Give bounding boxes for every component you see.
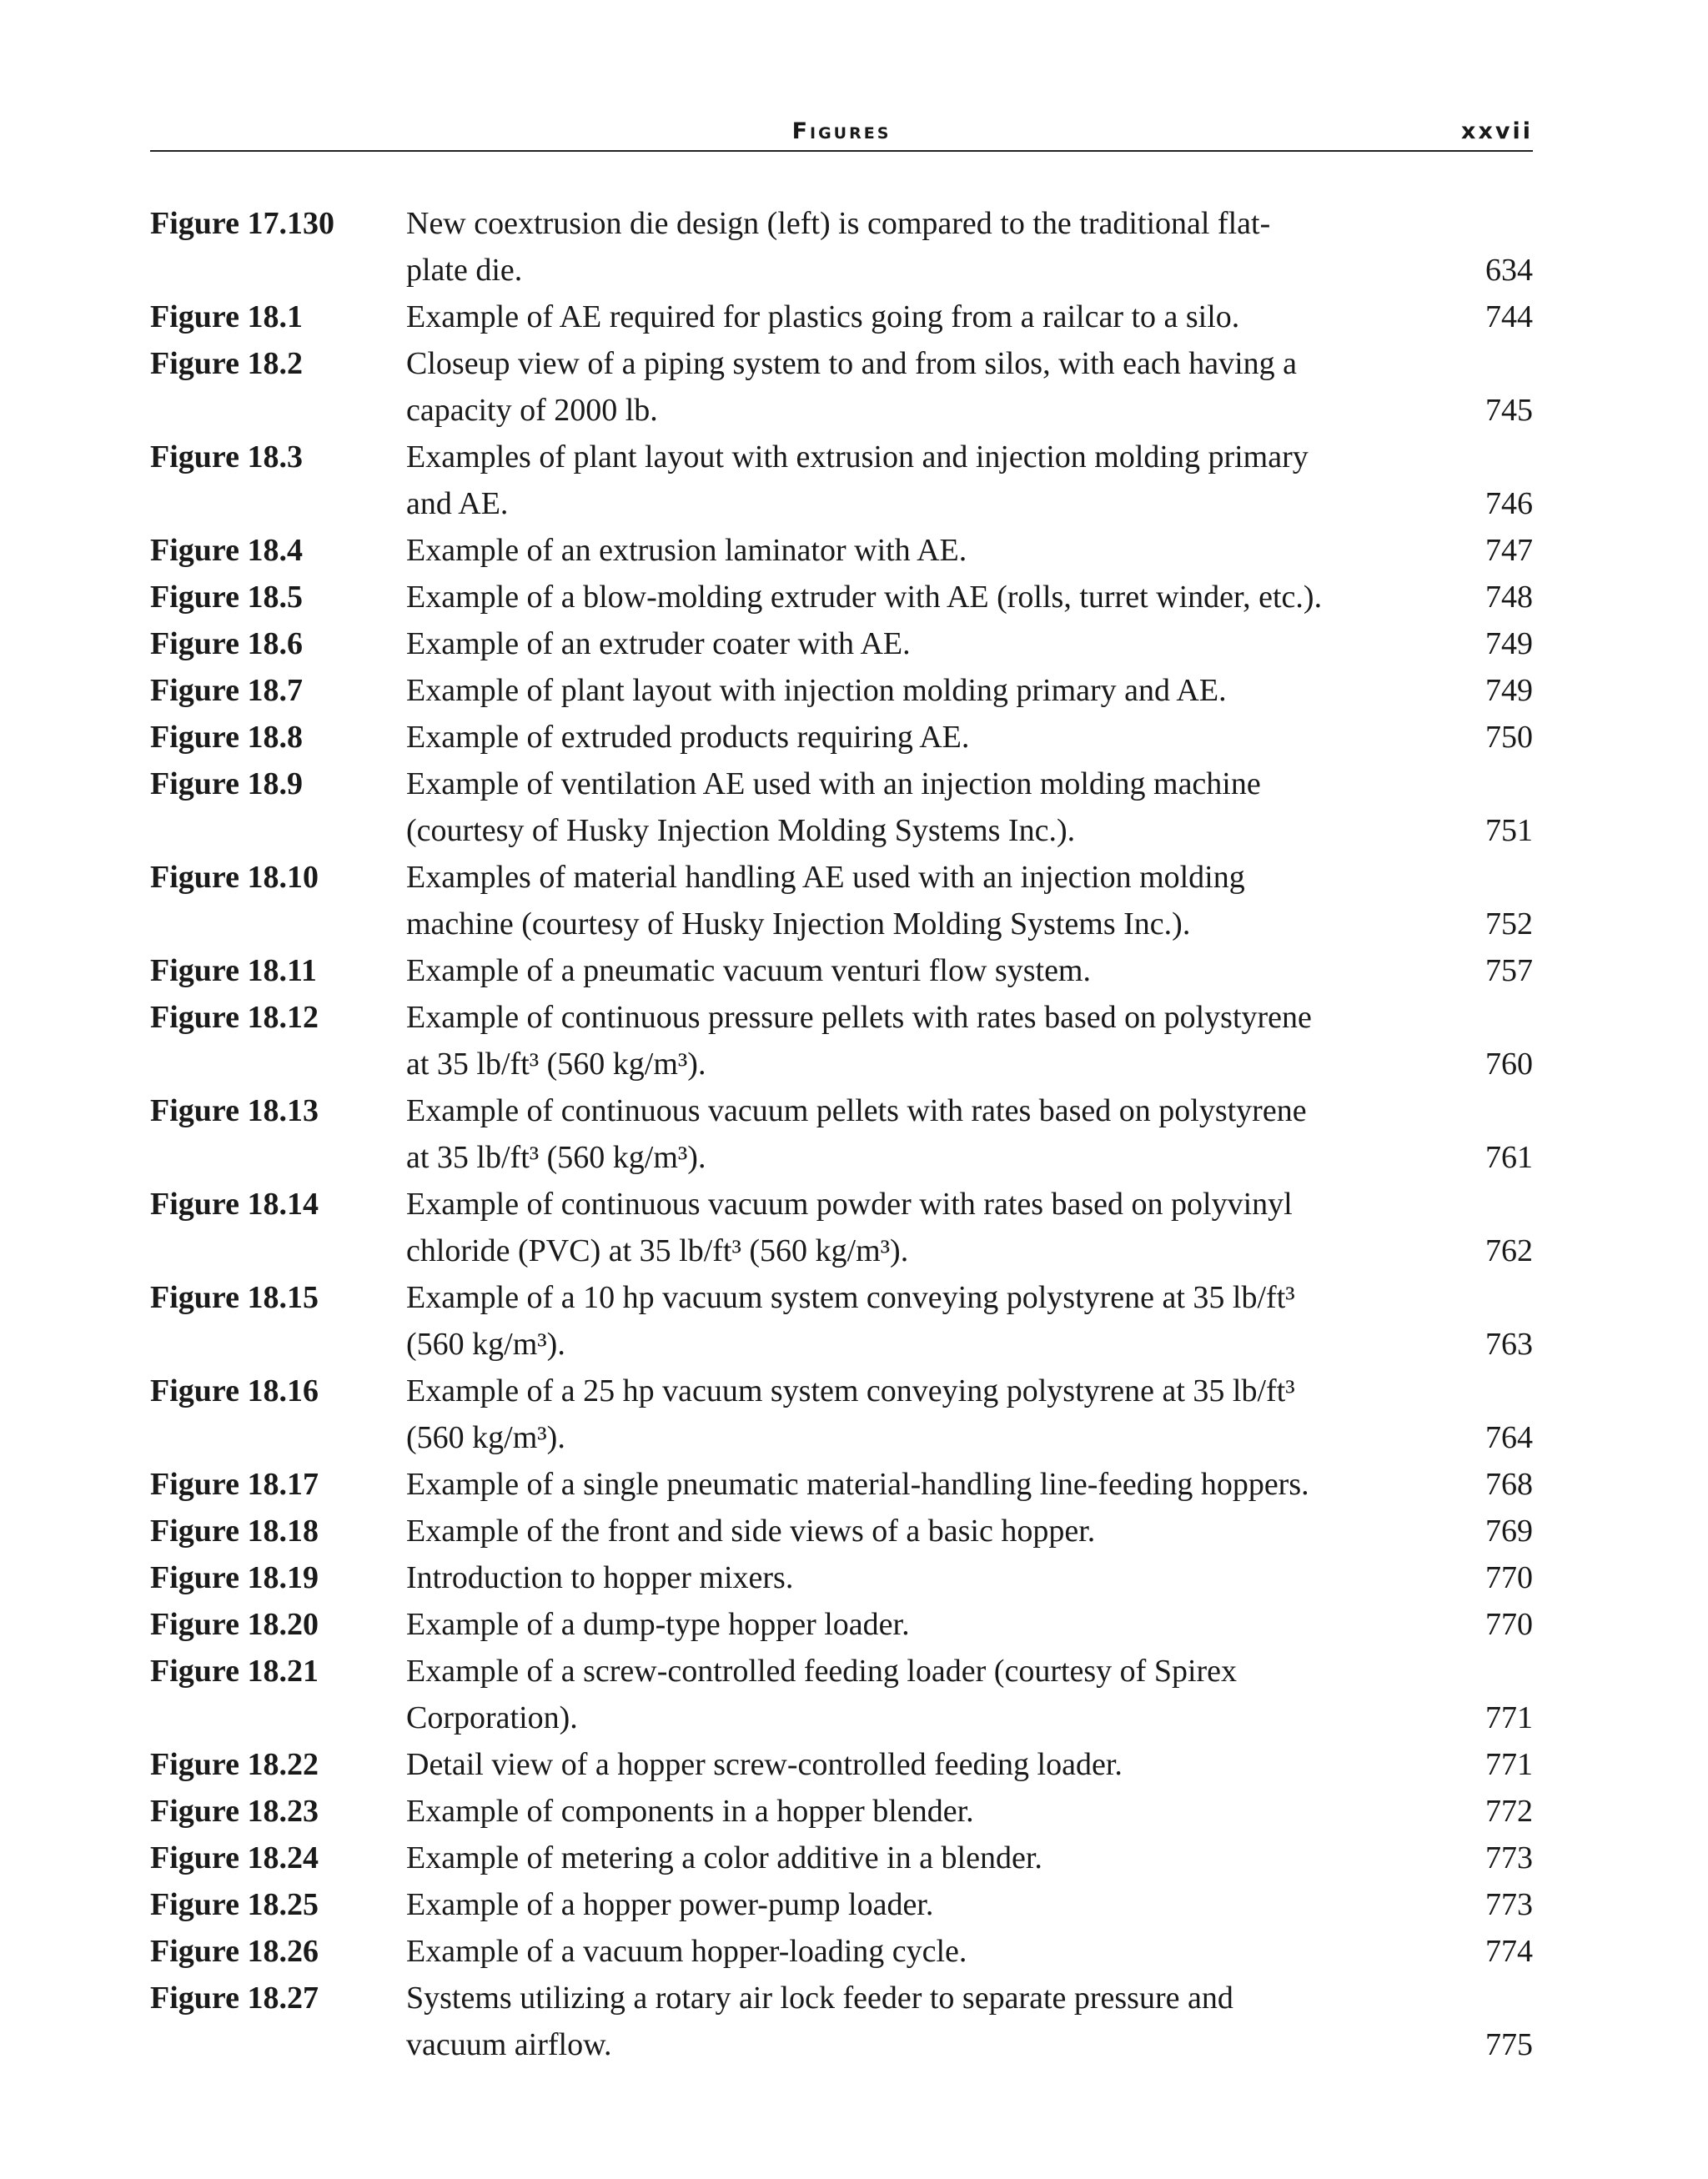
figure-caption: Example of a single pneumatic material-handling line-feeding hoppers.: [406, 1467, 1309, 1502]
list-item: [150, 340, 1533, 434]
list-item: [150, 1928, 1533, 1975]
figure-label: Figure 18.4: [150, 533, 303, 568]
list-item: [150, 527, 1533, 574]
list-item: [150, 434, 1533, 527]
list-item: [150, 1601, 1533, 1648]
figure-label: Figure 18.9: [150, 766, 303, 801]
list-item: [150, 947, 1533, 994]
page-folio: xxvii: [1461, 118, 1533, 144]
list-item: [150, 574, 1533, 620]
figure-caption: Example of continuous vacuum pellets with rates based on polystyrene at 35 lb/ft³ (560 kg/m³).: [406, 1093, 1307, 1175]
figure-caption: Detail view of a hopper screw-controlled feeding loader.: [406, 1747, 1123, 1782]
figure-caption: Example of a dump-type hopper loader.: [406, 1607, 910, 1642]
figure-label: Figure 18.22: [150, 1747, 319, 1782]
figure-caption: Example of a 25 hp vacuum system conveying polystyrene at 35 lb/ft³ (560 kg/m³).: [406, 1373, 1295, 1455]
figure-label: Figure 18.16: [150, 1373, 319, 1408]
figure-label: Figure 18.26: [150, 1934, 319, 1969]
page-number: 634: [1485, 253, 1533, 288]
page-number: 772: [1485, 1794, 1533, 1829]
figure-label: Figure 18.12: [150, 1000, 319, 1035]
list-item: [150, 1368, 1533, 1461]
figure-label: Figure 18.5: [150, 580, 303, 615]
list-item: [150, 1181, 1533, 1274]
list-item: [150, 1788, 1533, 1835]
figure-caption: Systems utilizing a rotary air lock feeder to separate pressure and vacuum airflow.: [406, 1981, 1233, 2062]
list-item: [150, 1881, 1533, 1928]
page-number: 749: [1485, 626, 1533, 661]
page-number: 745: [1485, 393, 1533, 428]
page-number: 747: [1485, 533, 1533, 568]
figure-label: Figure 18.10: [150, 860, 319, 895]
list-item: [150, 761, 1533, 854]
list-item: [150, 620, 1533, 667]
figure-label: Figure 18.1: [150, 299, 303, 334]
page-number: 773: [1485, 1840, 1533, 1875]
figure-caption: Example of the front and side views of a basic hopper.: [406, 1514, 1096, 1549]
page-number: 773: [1485, 1887, 1533, 1922]
figure-caption: Example of ventilation AE used with an injection molding machine (courtesy of Husky Injection Molding Systems Inc.).: [406, 766, 1261, 848]
page-header: [150, 117, 1533, 152]
figure-label: Figure 18.24: [150, 1840, 319, 1875]
list-item: [150, 1975, 1533, 2068]
figure-caption: Example of extruded products requiring AE.: [406, 720, 970, 755]
figure-label: Figure 18.21: [150, 1654, 319, 1689]
figure-label: Figure 18.17: [150, 1467, 319, 1502]
page-number: 770: [1485, 1607, 1533, 1642]
page-number: 775: [1485, 2027, 1533, 2062]
page-number: 751: [1485, 813, 1533, 848]
page-number: 761: [1485, 1140, 1533, 1175]
figure-label: Figure 18.2: [150, 346, 303, 381]
list-item: [150, 200, 1533, 294]
figure-label: Figure 18.6: [150, 626, 303, 661]
figure-label: Figure 18.23: [150, 1794, 319, 1829]
figure-caption: Introduction to hopper mixers.: [406, 1560, 794, 1595]
list-item: [150, 1508, 1533, 1554]
figure-label: Figure 18.15: [150, 1280, 319, 1315]
figure-caption: Example of continuous pressure pellets with rates based on polystyrene at 35 lb/ft³ (560 kg/m³).: [406, 1000, 1312, 1082]
page-number: 764: [1485, 1420, 1533, 1455]
figure-label: Figure 18.18: [150, 1514, 319, 1549]
list-item: [150, 854, 1533, 947]
figure-label: Figure 18.8: [150, 720, 303, 755]
figure-label: Figure 18.19: [150, 1560, 319, 1595]
page-number: 750: [1485, 720, 1533, 755]
list-item: [150, 1087, 1533, 1181]
page-number: 744: [1485, 299, 1533, 334]
figure-caption: Example of a 10 hp vacuum system conveying polystyrene at 35 lb/ft³ (560 kg/m³).: [406, 1280, 1295, 1362]
page-number: 748: [1485, 580, 1533, 615]
figure-label: Figure 18.3: [150, 439, 303, 474]
figure-label: Figure 18.13: [150, 1093, 319, 1128]
figure-caption: Example of plant layout with injection molding primary and AE.: [406, 673, 1227, 708]
figure-caption: Examples of plant layout with extrusion and injection molding primary and AE.: [406, 439, 1309, 521]
list-item: [150, 1461, 1533, 1508]
figure-caption: Example of metering a color additive in a blender.: [406, 1840, 1042, 1875]
figure-label: Figure 18.25: [150, 1887, 319, 1922]
figure-label: Figure 18.11: [150, 953, 317, 988]
figure-caption: Closeup view of a piping system to and from silos, with each having a capacity of 2000 lb.: [406, 346, 1298, 428]
list-item: [150, 1274, 1533, 1368]
figure-caption: Example of AE required for plastics going from a railcar to a silo.: [406, 299, 1240, 334]
figure-caption: Example of continuous vacuum powder with rates based on polyvinyl chloride (PVC) at 35 lb/ft³ (560 kg/m³).: [406, 1187, 1293, 1268]
page-number: 771: [1485, 1747, 1533, 1782]
figure-caption: Example of a screw-controlled feeding loader (courtesy of Spirex Corporation).: [406, 1654, 1238, 1735]
figure-caption: New coextrusion die design (left) is compared to the traditional flat- plate die.: [406, 206, 1271, 288]
page-number: 762: [1485, 1233, 1533, 1268]
figure-label: Figure 17.130: [150, 206, 334, 241]
figure-caption: Example of a vacuum hopper-loading cycle.: [406, 1934, 967, 1969]
figure-label: Figure 18.27: [150, 1981, 319, 2016]
figure-label: Figure 18.20: [150, 1607, 319, 1642]
figure-caption: Example of a blow-molding extruder with AE (rolls, turret winder, etc.).: [406, 580, 1323, 615]
figure-label: Figure 18.14: [150, 1187, 319, 1222]
list-item: [150, 994, 1533, 1087]
list-item: [150, 1554, 1533, 1601]
figure-caption: Example of a pneumatic vacuum venturi flow system.: [406, 953, 1091, 988]
page-number: 774: [1485, 1934, 1533, 1969]
page-number: 763: [1485, 1327, 1533, 1362]
list-item: [150, 1648, 1533, 1741]
page-number: 760: [1485, 1047, 1533, 1082]
list-item: [150, 1741, 1533, 1788]
figure-caption: Example of components in a hopper blender.: [406, 1794, 974, 1829]
list-item: [150, 1835, 1533, 1881]
figure-label: Figure 18.7: [150, 673, 303, 708]
page-number: 746: [1485, 486, 1533, 521]
list-item: [150, 667, 1533, 714]
running-head: Figures: [791, 118, 892, 144]
list-of-figures: [150, 200, 1533, 2068]
page-number: 771: [1485, 1700, 1533, 1735]
page-number: 757: [1485, 953, 1533, 988]
figure-caption: Examples of material handling AE used with an injection molding machine (courtesy of Husky Injection Molding Systems Inc.).: [406, 860, 1245, 941]
figure-caption: Example of an extruder coater with AE.: [406, 626, 911, 661]
page-number: 770: [1485, 1560, 1533, 1595]
list-item: [150, 714, 1533, 761]
list-item: [150, 294, 1533, 340]
page-number: 749: [1485, 673, 1533, 708]
figure-caption: Example of an extrusion laminator with AE.: [406, 533, 967, 568]
page-number: 752: [1485, 906, 1533, 941]
page-number: 768: [1485, 1467, 1533, 1502]
figure-caption: Example of a hopper power-pump loader.: [406, 1887, 934, 1922]
page-number: 769: [1485, 1514, 1533, 1549]
